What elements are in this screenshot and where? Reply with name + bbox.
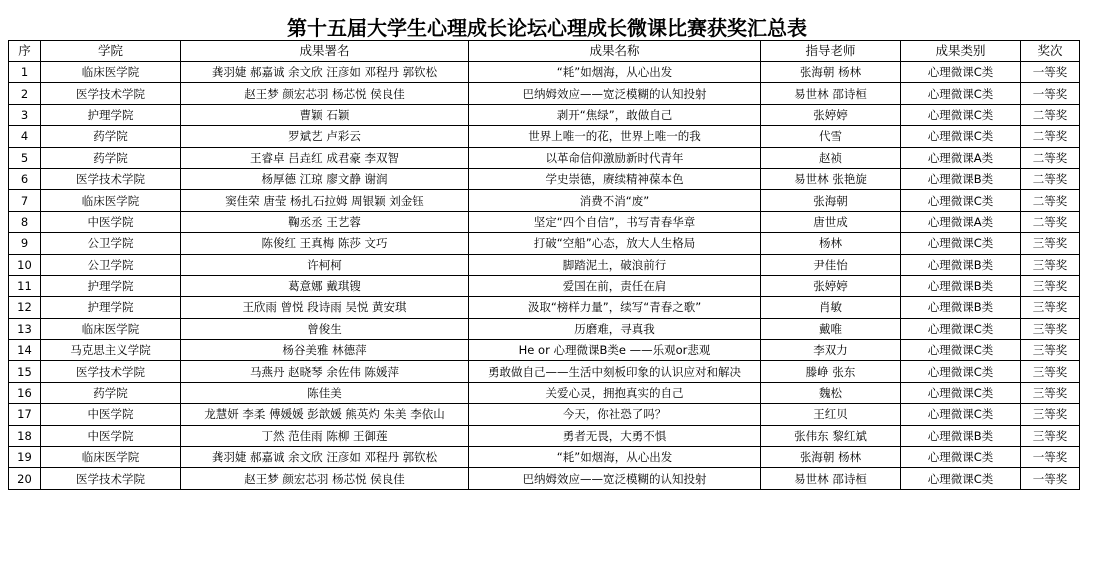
- table-row: [9, 83, 1080, 104]
- cell-advisor: 唐世成: [761, 211, 901, 232]
- cell-index: 16: [9, 382, 41, 403]
- cell-category: 心理微课C类: [901, 382, 1021, 403]
- cell-college: 临床医学院: [41, 318, 181, 339]
- cell-category: 心理微课C类: [901, 404, 1021, 425]
- cell-award: 三等奖: [1021, 254, 1080, 275]
- cell-advisor: 尹佳怡: [761, 254, 901, 275]
- cell-category: 心理微课B类: [901, 275, 1021, 296]
- cell-advisor: 张海朝 杨林: [761, 62, 901, 83]
- cell-index: 17: [9, 404, 41, 425]
- cell-authors: 陈俊红 王真梅 陈莎 文巧: [181, 233, 469, 254]
- table-row: [9, 447, 1080, 468]
- cell-category: 心理微课C类: [901, 318, 1021, 339]
- cell-work-title: 消费不消“废”: [469, 190, 761, 211]
- table-row: [9, 211, 1080, 232]
- cell-college: 临床医学院: [41, 190, 181, 211]
- cell-index: 18: [9, 425, 41, 446]
- cell-college: 医学技术学院: [41, 468, 181, 489]
- cell-index: 10: [9, 254, 41, 275]
- cell-category: 心理微课C类: [901, 361, 1021, 382]
- cell-work-title: “耗”如烟海，从心出发: [469, 62, 761, 83]
- cell-category: 心理微课B类: [901, 297, 1021, 318]
- table-header-row: [9, 41, 1080, 62]
- cell-index: 6: [9, 168, 41, 189]
- cell-work-title: 世界上唯一的花，世界上唯一的我: [469, 126, 761, 147]
- cell-index: 14: [9, 340, 41, 361]
- cell-advisor: 代雪: [761, 126, 901, 147]
- cell-college: 公卫学院: [41, 254, 181, 275]
- cell-award: 三等奖: [1021, 382, 1080, 403]
- table-row: [9, 340, 1080, 361]
- cell-award: 一等奖: [1021, 447, 1080, 468]
- cell-advisor: 肖敏: [761, 297, 901, 318]
- cell-college: 护理学院: [41, 104, 181, 125]
- header-index: 序: [9, 41, 41, 62]
- header-award: 奖次: [1021, 41, 1080, 62]
- cell-index: 13: [9, 318, 41, 339]
- table-row: [9, 361, 1080, 382]
- table-row: [9, 126, 1080, 147]
- cell-college: 中医学院: [41, 211, 181, 232]
- cell-award: 二等奖: [1021, 147, 1080, 168]
- cell-award: 三等奖: [1021, 297, 1080, 318]
- cell-authors: 曾俊生: [181, 318, 469, 339]
- cell-authors: 杨谷美雅 林德萍: [181, 340, 469, 361]
- cell-index: 2: [9, 83, 41, 104]
- table-row: [9, 147, 1080, 168]
- cell-award: 三等奖: [1021, 404, 1080, 425]
- cell-category: 心理微课C类: [901, 83, 1021, 104]
- cell-authors: 陈佳美: [181, 382, 469, 403]
- cell-index: 8: [9, 211, 41, 232]
- cell-work-title: He or 心理微课B类e ——乐观or悲观: [469, 340, 761, 361]
- cell-college: 护理学院: [41, 275, 181, 296]
- cell-award: 一等奖: [1021, 468, 1080, 489]
- cell-work-title: 学史崇德，赓续精神葆本色: [469, 168, 761, 189]
- cell-advisor: 易世林 邵诗桓: [761, 83, 901, 104]
- cell-award: 三等奖: [1021, 340, 1080, 361]
- cell-authors: 龚羽婕 郝嘉诚 余文欣 汪彦如 邓程丹 郭钦松: [181, 447, 469, 468]
- cell-award: 二等奖: [1021, 104, 1080, 125]
- cell-work-title: 勇敢做自己——生活中刻板印象的认识应对和解决: [469, 361, 761, 382]
- table-row: [9, 233, 1080, 254]
- cell-advisor: 张伟东 黎红斌: [761, 425, 901, 446]
- table-row: [9, 190, 1080, 211]
- cell-category: 心理微课B类: [901, 254, 1021, 275]
- cell-award: 二等奖: [1021, 168, 1080, 189]
- header-work-title: 成果名称: [469, 41, 761, 62]
- cell-category: 心理微课B类: [901, 168, 1021, 189]
- cell-work-title: 坚定“四个自信”，书写青春华章: [469, 211, 761, 232]
- cell-category: 心理微课A类: [901, 147, 1021, 168]
- cell-authors: 窦佳荣 唐莹 杨扎石拉姆 周银颖 刘金钰: [181, 190, 469, 211]
- header-college: 学院: [41, 41, 181, 62]
- cell-advisor: 戴唯: [761, 318, 901, 339]
- cell-college: 护理学院: [41, 297, 181, 318]
- table-row: [9, 318, 1080, 339]
- cell-college: 临床医学院: [41, 447, 181, 468]
- cell-category: 心理微课C类: [901, 62, 1021, 83]
- cell-authors: 鞠丞丞 王艺蓉: [181, 211, 469, 232]
- cell-work-title: 历磨难，寻真我: [469, 318, 761, 339]
- cell-award: 二等奖: [1021, 126, 1080, 147]
- cell-award: 三等奖: [1021, 318, 1080, 339]
- cell-category: 心理微课C类: [901, 104, 1021, 125]
- cell-index: 9: [9, 233, 41, 254]
- cell-work-title: 剥开“焦绿”，敢做自己: [469, 104, 761, 125]
- table-body: [9, 62, 1080, 490]
- cell-authors: 罗斌艺 卢彩云: [181, 126, 469, 147]
- cell-work-title: 爱国在前，责任在肩: [469, 275, 761, 296]
- cell-advisor: 张海朝 杨林: [761, 447, 901, 468]
- cell-work-title: 以革命信仰激励新时代青年: [469, 147, 761, 168]
- cell-category: 心理微课C类: [901, 447, 1021, 468]
- cell-authors: 龙慧妍 李柔 傅媛媛 彭歆媛 熊英灼 朱美 李依山: [181, 404, 469, 425]
- cell-authors: 赵王梦 颜宏芯羽 杨芯悦 侯良佳: [181, 468, 469, 489]
- header-category: 成果类别: [901, 41, 1021, 62]
- cell-award: 一等奖: [1021, 62, 1080, 83]
- cell-college: 公卫学院: [41, 233, 181, 254]
- cell-advisor: 李双力: [761, 340, 901, 361]
- table-row: [9, 404, 1080, 425]
- cell-authors: 杨厚德 江琼 廖文静 谢润: [181, 168, 469, 189]
- cell-category: 心理微课A类: [901, 211, 1021, 232]
- cell-advisor: 赵祯: [761, 147, 901, 168]
- cell-work-title: 脚踏泥土，破浪前行: [469, 254, 761, 275]
- table-row: [9, 254, 1080, 275]
- table-row: [9, 168, 1080, 189]
- cell-index: 1: [9, 62, 41, 83]
- table-row: [9, 468, 1080, 489]
- cell-work-title: 打破“空船”心态，放大人生格局: [469, 233, 761, 254]
- cell-authors: 曹颖 石颖: [181, 104, 469, 125]
- cell-work-title: 巴纳姆效应——宽泛模糊的认知投射: [469, 83, 761, 104]
- cell-category: 心理微课C类: [901, 233, 1021, 254]
- cell-award: 二等奖: [1021, 211, 1080, 232]
- cell-work-title: 勇者无畏，大勇不惧: [469, 425, 761, 446]
- awards-table: [8, 40, 1080, 490]
- cell-advisor: 滕峥 张东: [761, 361, 901, 382]
- cell-college: 医学技术学院: [41, 361, 181, 382]
- cell-work-title: 关爱心灵，拥抱真实的自己: [469, 382, 761, 403]
- cell-college: 药学院: [41, 126, 181, 147]
- cell-work-title: “耗”如烟海，从心出发: [469, 447, 761, 468]
- cell-authors: 马燕丹 赵晓琴 余佐伟 陈媛萍: [181, 361, 469, 382]
- cell-index: 7: [9, 190, 41, 211]
- cell-advisor: 张海朝: [761, 190, 901, 211]
- cell-index: 19: [9, 447, 41, 468]
- header-advisor: 指导老师: [761, 41, 901, 62]
- cell-award: 二等奖: [1021, 190, 1080, 211]
- cell-award: 三等奖: [1021, 275, 1080, 296]
- table-row: [9, 382, 1080, 403]
- table-row: [9, 62, 1080, 83]
- table-row: [9, 297, 1080, 318]
- cell-advisor: 杨林: [761, 233, 901, 254]
- cell-advisor: 张婷婷: [761, 275, 901, 296]
- cell-authors: 葛意娜 戴琪锼: [181, 275, 469, 296]
- cell-category: 心理微课C类: [901, 340, 1021, 361]
- cell-college: 医学技术学院: [41, 168, 181, 189]
- table-row: [9, 425, 1080, 446]
- table-row: [9, 275, 1080, 296]
- cell-work-title: 巴纳姆效应——宽泛模糊的认知投射: [469, 468, 761, 489]
- cell-index: 3: [9, 104, 41, 125]
- cell-index: 15: [9, 361, 41, 382]
- cell-work-title: 汲取“榜样力量”，续写“青春之歌”: [469, 297, 761, 318]
- cell-college: 马克思主义学院: [41, 340, 181, 361]
- cell-authors: 王欣雨 曾悦 段诗雨 吴悦 黄安琪: [181, 297, 469, 318]
- cell-award: 三等奖: [1021, 361, 1080, 382]
- cell-category: 心理微课C类: [901, 126, 1021, 147]
- cell-advisor: 易世林 张艳旋: [761, 168, 901, 189]
- cell-index: 12: [9, 297, 41, 318]
- cell-category: 心理微课C类: [901, 468, 1021, 489]
- cell-college: 药学院: [41, 382, 181, 403]
- cell-authors: 丁然 范佳雨 陈柳 王御莲: [181, 425, 469, 446]
- cell-category: 心理微课B类: [901, 425, 1021, 446]
- cell-authors: 赵王梦 颜宏芯羽 杨芯悦 侯良佳: [181, 83, 469, 104]
- cell-award: 三等奖: [1021, 233, 1080, 254]
- page-title: 第十五届大学生心理成长论坛心理成长微课比赛获奖汇总表: [287, 16, 807, 40]
- cell-college: 药学院: [41, 147, 181, 168]
- table-row: [9, 104, 1080, 125]
- cell-authors: 龚羽婕 郝嘉诚 余文欣 汪彦如 邓程丹 郭钦松: [181, 62, 469, 83]
- cell-index: 20: [9, 468, 41, 489]
- cell-work-title: 今天，你社恐了吗？: [469, 404, 761, 425]
- cell-authors: 许柯柯: [181, 254, 469, 275]
- header-authors: 成果署名: [181, 41, 469, 62]
- cell-award: 三等奖: [1021, 425, 1080, 446]
- cell-college: 中医学院: [41, 404, 181, 425]
- cell-index: 5: [9, 147, 41, 168]
- cell-index: 4: [9, 126, 41, 147]
- cell-college: 医学技术学院: [41, 83, 181, 104]
- cell-advisor: 易世林 邵诗桓: [761, 468, 901, 489]
- cell-category: 心理微课C类: [901, 190, 1021, 211]
- cell-authors: 王睿卓 吕垚红 成君豪 李双智: [181, 147, 469, 168]
- cell-college: 中医学院: [41, 425, 181, 446]
- cell-advisor: 魏松: [761, 382, 901, 403]
- cell-index: 11: [9, 275, 41, 296]
- cell-advisor: 张婷婷: [761, 104, 901, 125]
- cell-advisor: 王红贝: [761, 404, 901, 425]
- cell-college: 临床医学院: [41, 62, 181, 83]
- cell-award: 一等奖: [1021, 83, 1080, 104]
